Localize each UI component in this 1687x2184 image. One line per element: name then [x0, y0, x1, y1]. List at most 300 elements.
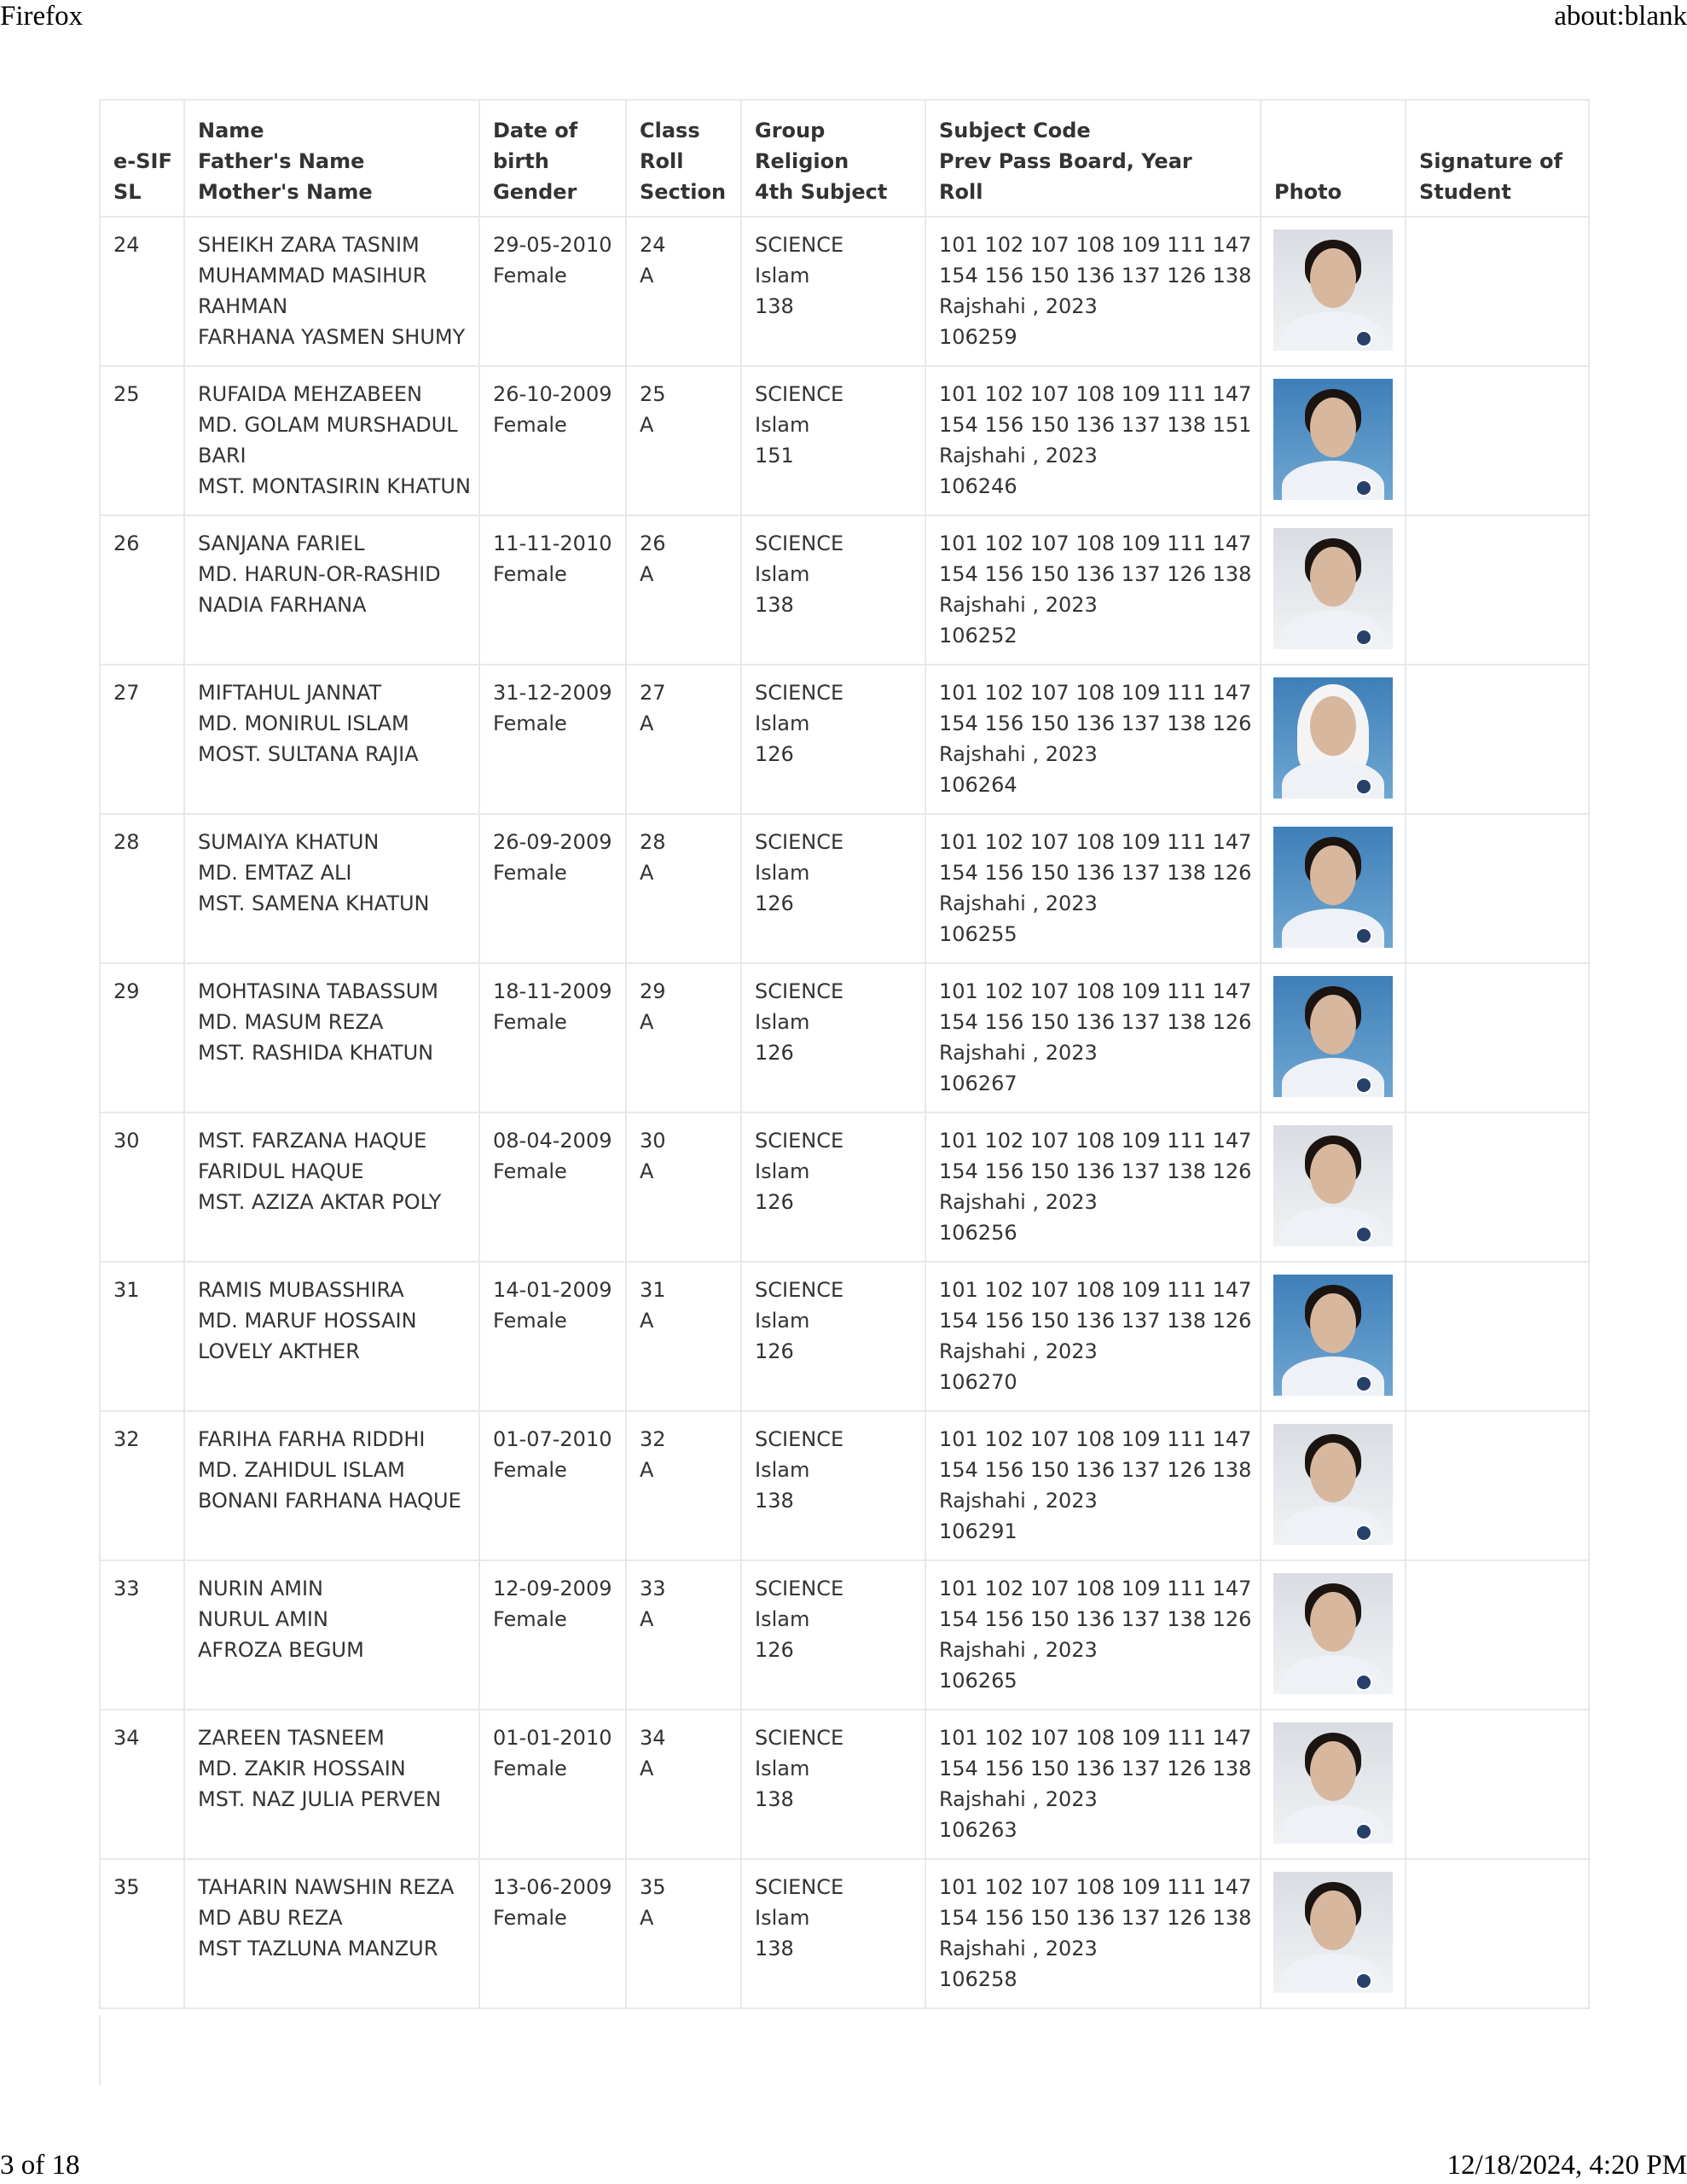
name-cell [184, 366, 479, 515]
dob-gender-cell-line: Female [493, 1607, 567, 1631]
group-religion-cell-line: SCIENCE [755, 233, 844, 257]
subject-code-cell-line: 101 102 107 108 109 111 147 [939, 1875, 1252, 1899]
table-continuation-border [99, 2015, 101, 2085]
photo-cell [1261, 1112, 1406, 1262]
class-roll-cell-line: A [640, 1010, 654, 1034]
student-photo [1273, 827, 1393, 948]
name-cell [184, 515, 479, 665]
dob-gender-cell [479, 1411, 626, 1560]
header-signature: Signature of Student [1406, 100, 1589, 217]
table-row [100, 1112, 1589, 1262]
photo-face [1310, 248, 1356, 308]
name-cell [184, 1710, 479, 1859]
subject-code-cell [925, 963, 1261, 1112]
name-cell [184, 963, 479, 1112]
group-religion-cell [741, 665, 925, 814]
subject-code-cell-line: 106246 [939, 474, 1017, 498]
dob-gender-cell-line: 01-07-2010 [493, 1427, 612, 1451]
subject-code-cell-line: 154 156 150 136 137 138 126 [939, 1309, 1252, 1333]
dob-gender-cell [479, 1859, 626, 2008]
signature-cell [1406, 1112, 1589, 1262]
sl-cell [100, 665, 184, 814]
header-group: Group Religion 4th Subject [741, 100, 925, 217]
dob-gender-cell-line: Female [493, 1010, 567, 1034]
name-cell [184, 814, 479, 963]
signature-cell [1406, 814, 1589, 963]
class-roll-cell-line: 34 [640, 1726, 666, 1750]
subject-code-cell [925, 366, 1261, 515]
name-cell [184, 1859, 479, 2008]
subject-code-cell-line: 101 102 107 108 109 111 147 [939, 1427, 1252, 1451]
group-religion-cell-line: SCIENCE [755, 830, 844, 854]
photo-badge [1355, 1226, 1372, 1243]
group-religion-cell [741, 814, 925, 963]
signature-cell [1406, 665, 1589, 814]
group-religion-cell-line: 126 [755, 1041, 794, 1065]
group-religion-cell-line: Islam [755, 1159, 810, 1183]
name-cell-line: MD. MASUM REZA [198, 1010, 384, 1034]
student-photo [1273, 1573, 1393, 1694]
group-religion-cell-line: Islam [755, 1309, 810, 1333]
photo-badge [1355, 1375, 1372, 1392]
photo-face [1310, 1891, 1356, 1950]
name-cell-line: FARHANA YASMEN SHUMY [198, 325, 466, 349]
dob-gender-cell-line: 01-01-2010 [493, 1726, 612, 1750]
sl-cell [100, 515, 184, 665]
sl-cell-line: 28 [113, 830, 140, 854]
dob-gender-cell-line: Female [493, 712, 567, 735]
table-row [100, 366, 1589, 515]
dob-gender-cell [479, 1262, 626, 1411]
name-cell [184, 665, 479, 814]
sl-cell-line: 32 [113, 1427, 140, 1451]
group-religion-cell-line: 126 [755, 1339, 794, 1363]
group-religion-cell-line: SCIENCE [755, 1427, 844, 1451]
dob-gender-cell-line: 14-01-2009 [493, 1278, 612, 1302]
group-religion-cell-line: Islam [755, 861, 810, 885]
group-religion-cell-line: 126 [755, 892, 794, 915]
subject-code-cell-line: Rajshahi , 2023 [939, 1638, 1098, 1662]
sl-cell-line: 35 [113, 1875, 140, 1899]
subject-code-cell [925, 1560, 1261, 1710]
name-cell-line: FARIHA FARHA RIDDHI [198, 1427, 426, 1451]
photo-badge [1355, 1823, 1372, 1840]
class-roll-cell-line: A [640, 413, 654, 437]
photo-face [1310, 547, 1356, 607]
subject-code-cell [925, 1112, 1261, 1262]
dob-gender-cell-line: 11-11-2010 [493, 531, 612, 555]
name-cell-line: RAMIS MUBASSHIRA [198, 1278, 404, 1302]
group-religion-cell-line: SCIENCE [755, 1875, 844, 1899]
name-cell-line: AFROZA BEGUM [198, 1638, 364, 1662]
dob-gender-cell-line: 08-04-2009 [493, 1129, 612, 1153]
subject-code-cell-line: Rajshahi , 2023 [939, 444, 1098, 468]
name-cell-line: SHEIKH ZARA TASNIM [198, 233, 420, 257]
student-photo [1273, 379, 1393, 500]
subject-code-cell-line: Rajshahi , 2023 [939, 892, 1098, 915]
sl-cell [100, 366, 184, 515]
student-photo [1273, 1275, 1393, 1396]
photo-cell [1261, 1560, 1406, 1710]
name-cell-line: BONANI FARHANA HAQUE [198, 1489, 461, 1513]
class-roll-cell-line: 25 [640, 382, 666, 406]
name-cell-line: FARIDUL HAQUE [198, 1159, 364, 1183]
name-cell-line: MOHTASINA TABASSUM [198, 979, 439, 1003]
subject-code-cell-line: 154 156 150 136 137 126 138 [939, 1906, 1252, 1930]
table-row [100, 1560, 1589, 1710]
class-roll-cell [626, 1859, 741, 2008]
name-cell [184, 1560, 479, 1710]
photo-cell [1261, 366, 1406, 515]
photo-badge [1355, 1674, 1372, 1691]
class-roll-cell-line: A [640, 1309, 654, 1333]
name-cell-line: NADIA FARHANA [198, 593, 367, 617]
subject-code-cell-line: 106291 [939, 1519, 1017, 1543]
dob-gender-cell [479, 515, 626, 665]
signature-cell [1406, 963, 1589, 1112]
group-religion-cell [741, 1112, 925, 1262]
group-religion-cell-line: Islam [755, 413, 810, 437]
name-cell-line: RUFAIDA MEHZABEEN [198, 382, 422, 406]
name-cell-line: MD. MONIRUL ISLAM [198, 712, 409, 735]
name-cell-line: MOST. SULTANA RAJIA [198, 742, 419, 766]
sl-cell-line: 27 [113, 681, 140, 705]
subject-code-cell [925, 814, 1261, 963]
name-cell-line: MIFTAHUL JANNAT [198, 681, 382, 705]
subject-code-cell-line: 106265 [939, 1669, 1017, 1693]
group-religion-cell-line: Islam [755, 1757, 810, 1780]
subject-code-cell-line: 101 102 107 108 109 111 147 [939, 382, 1252, 406]
photo-badge [1355, 1972, 1372, 1989]
name-cell-line: MST. SAMENA KHATUN [198, 892, 430, 915]
subject-code-cell-line: 154 156 150 136 137 126 138 [939, 562, 1252, 586]
name-cell-line: MUHAMMAD MASIHUR RAHMAN [198, 264, 427, 318]
header-sl: e-SIF SL [100, 100, 184, 217]
class-roll-cell-line: A [640, 1159, 654, 1183]
subject-code-cell-line: 154 156 150 136 137 138 126 [939, 712, 1252, 735]
class-roll-cell [626, 1411, 741, 1560]
subject-code-cell-line: Rajshahi , 2023 [939, 1937, 1098, 1960]
photo-face [1310, 1443, 1356, 1502]
subject-code-cell [925, 515, 1261, 665]
student-photo [1273, 528, 1393, 649]
name-cell-line: TAHARIN NAWSHIN REZA [198, 1875, 455, 1899]
class-roll-cell-line: 26 [640, 531, 666, 555]
dob-gender-cell-line: 26-09-2009 [493, 830, 612, 854]
dob-gender-cell-line: Female [493, 1906, 567, 1930]
subject-code-cell-line: 154 156 150 136 137 126 138 [939, 1757, 1252, 1780]
name-cell-line: MD. GOLAM MURSHADUL BARI [198, 413, 458, 468]
class-roll-cell [626, 366, 741, 515]
subject-code-cell-line: 106263 [939, 1818, 1017, 1842]
class-roll-cell-line: 28 [640, 830, 666, 854]
subject-code-cell-line: 101 102 107 108 109 111 147 [939, 1726, 1252, 1750]
student-photo [1273, 229, 1393, 351]
photo-badge [1355, 1525, 1372, 1542]
class-roll-cell-line: 33 [640, 1577, 666, 1600]
table-row [100, 1411, 1589, 1560]
name-cell-line: ZAREEN TASNEEM [198, 1726, 385, 1750]
dob-gender-cell [479, 963, 626, 1112]
table-row [100, 1710, 1589, 1859]
group-religion-cell-line: SCIENCE [755, 1278, 844, 1302]
group-religion-cell-line: SCIENCE [755, 382, 844, 406]
name-cell-line: MD. MARUF HOSSAIN [198, 1309, 417, 1333]
subject-code-cell-line: Rajshahi , 2023 [939, 294, 1098, 318]
table-row [100, 515, 1589, 665]
subject-code-cell [925, 1859, 1261, 2008]
name-cell [184, 1112, 479, 1262]
subject-code-cell-line: 101 102 107 108 109 111 147 [939, 681, 1252, 705]
name-cell-line: MD. HARUN-OR-RASHID [198, 562, 441, 586]
table-body [100, 217, 1589, 2008]
class-roll-cell-line: 35 [640, 1875, 666, 1899]
dob-gender-cell-line: 31-12-2009 [493, 681, 612, 705]
group-religion-cell-line: 126 [755, 1638, 794, 1662]
class-roll-cell [626, 1112, 741, 1262]
group-religion-cell [741, 1411, 925, 1560]
photo-face [1310, 1741, 1356, 1801]
subject-code-cell-line: 154 156 150 136 137 138 126 [939, 1607, 1252, 1631]
group-religion-cell-line: 138 [755, 294, 794, 318]
subject-code-cell-line: Rajshahi , 2023 [939, 1190, 1098, 1214]
sl-cell [100, 1411, 184, 1560]
name-cell-line: MD. ZAHIDUL ISLAM [198, 1458, 405, 1482]
table-row [100, 963, 1589, 1112]
subject-code-cell-line: 101 102 107 108 109 111 147 [939, 830, 1252, 854]
subject-code-cell [925, 1710, 1261, 1859]
header-photo: Photo [1261, 100, 1406, 217]
dob-gender-cell-line: Female [493, 264, 567, 288]
signature-cell [1406, 1710, 1589, 1859]
class-roll-cell-line: 32 [640, 1427, 666, 1451]
group-religion-cell [741, 963, 925, 1112]
group-religion-cell-line: 126 [755, 742, 794, 766]
subject-code-cell-line: 154 156 150 136 137 138 151 [939, 413, 1252, 437]
student-roster-table [99, 99, 1590, 2009]
dob-gender-cell [479, 217, 626, 366]
photo-face [1310, 398, 1356, 457]
group-religion-cell-line: SCIENCE [755, 979, 844, 1003]
dob-gender-cell-line: Female [493, 1309, 567, 1333]
print-timestamp: 12/18/2024, 4:20 PM [1446, 2150, 1687, 2181]
class-roll-cell [626, 515, 741, 665]
dob-gender-cell [479, 814, 626, 963]
group-religion-cell [741, 1859, 925, 2008]
photo-face [1310, 1293, 1356, 1353]
photo-cell [1261, 963, 1406, 1112]
subject-code-cell-line: 106256 [939, 1221, 1017, 1245]
subject-code-cell-line: 106259 [939, 325, 1017, 349]
name-cell-line: SUMAIYA KHATUN [198, 830, 380, 854]
dob-gender-cell-line: Female [493, 861, 567, 885]
header-subject: Subject Code Prev Pass Board, Year Roll [925, 100, 1261, 217]
dob-gender-cell [479, 665, 626, 814]
class-roll-cell-line: A [640, 1906, 654, 1930]
dob-gender-cell-line: 18-11-2009 [493, 979, 612, 1003]
subject-code-cell-line: Rajshahi , 2023 [939, 1489, 1098, 1513]
sl-cell [100, 963, 184, 1112]
class-roll-cell-line: A [640, 861, 654, 885]
class-roll-cell [626, 814, 741, 963]
class-roll-cell-line: A [640, 1458, 654, 1482]
dob-gender-cell-line: 26-10-2009 [493, 382, 612, 406]
sl-cell-line: 30 [113, 1129, 140, 1153]
group-religion-cell-line: 126 [755, 1190, 794, 1214]
sl-cell-line: 34 [113, 1726, 140, 1750]
sl-cell [100, 1710, 184, 1859]
class-roll-cell-line: A [640, 1607, 654, 1631]
class-roll-cell [626, 217, 741, 366]
dob-gender-cell-line: Female [493, 1458, 567, 1482]
page-address: about:blank [1554, 1, 1687, 32]
subject-code-cell [925, 1262, 1261, 1411]
subject-code-cell-line: Rajshahi , 2023 [939, 1339, 1098, 1363]
dob-gender-cell-line: 13-06-2009 [493, 1875, 612, 1899]
subject-code-cell-line: 106258 [939, 1967, 1017, 1991]
subject-code-cell-line: 106255 [939, 922, 1017, 946]
class-roll-cell-line: 27 [640, 681, 666, 705]
group-religion-cell [741, 1262, 925, 1411]
photo-cell [1261, 1710, 1406, 1859]
dob-gender-cell-line: 12-09-2009 [493, 1577, 612, 1600]
group-religion-cell-line: SCIENCE [755, 1726, 844, 1750]
name-cell-line: MD. EMTAZ ALI [198, 861, 352, 885]
class-roll-cell-line: A [640, 712, 654, 735]
signature-cell [1406, 366, 1589, 515]
class-roll-cell-line: 30 [640, 1129, 666, 1153]
dob-gender-cell-line: Female [493, 1159, 567, 1183]
subject-code-cell-line: Rajshahi , 2023 [939, 1787, 1098, 1811]
subject-code-cell-line: 101 102 107 108 109 111 147 [939, 1278, 1252, 1302]
subject-code-cell-line: 106270 [939, 1370, 1017, 1394]
group-religion-cell-line: Islam [755, 1458, 810, 1482]
subject-code-cell-line: Rajshahi , 2023 [939, 1041, 1098, 1065]
group-religion-cell [741, 1710, 925, 1859]
photo-badge [1355, 330, 1372, 347]
class-roll-cell [626, 665, 741, 814]
class-roll-cell-line: A [640, 264, 654, 288]
subject-code-cell-line: 106252 [939, 624, 1017, 648]
dob-gender-cell-line: Female [493, 1757, 567, 1780]
subject-code-cell-line: 154 156 150 136 137 126 138 [939, 264, 1252, 288]
sl-cell-line: 33 [113, 1577, 140, 1600]
class-roll-cell-line: 24 [640, 233, 666, 257]
table-row [100, 665, 1589, 814]
subject-code-cell [925, 217, 1261, 366]
class-roll-cell [626, 1560, 741, 1710]
name-cell-line: MST. MONTASIRIN KHATUN [198, 474, 471, 498]
table-row [100, 1262, 1589, 1411]
photo-cell [1261, 1411, 1406, 1560]
subject-code-cell [925, 665, 1261, 814]
group-religion-cell-line: 138 [755, 1787, 794, 1811]
group-religion-cell-line: 151 [755, 444, 794, 468]
dob-gender-cell [479, 366, 626, 515]
student-photo [1273, 1872, 1393, 1993]
group-religion-cell [741, 1560, 925, 1710]
student-photo [1273, 677, 1393, 799]
photo-cell [1261, 217, 1406, 366]
photo-badge [1355, 629, 1372, 646]
table-row [100, 814, 1589, 963]
subject-code-cell-line: 154 156 150 136 137 138 126 [939, 1159, 1252, 1183]
sl-cell [100, 814, 184, 963]
name-cell-line: MD ABU REZA [198, 1906, 343, 1930]
photo-face [1310, 1144, 1356, 1204]
class-roll-cell [626, 963, 741, 1112]
signature-cell [1406, 1560, 1589, 1710]
sl-cell [100, 217, 184, 366]
group-religion-cell [741, 366, 925, 515]
name-cell-line: MST. RASHIDA KHATUN [198, 1041, 434, 1065]
photo-cell [1261, 1262, 1406, 1411]
subject-code-cell-line: 154 156 150 136 137 138 126 [939, 1010, 1252, 1034]
signature-cell [1406, 515, 1589, 665]
sl-cell [100, 1560, 184, 1710]
group-religion-cell-line: Islam [755, 1607, 810, 1631]
photo-cell [1261, 814, 1406, 963]
group-religion-cell-line: SCIENCE [755, 1577, 844, 1600]
name-cell-line: LOVELY AKTHER [198, 1339, 360, 1363]
signature-cell [1406, 1411, 1589, 1560]
subject-code-cell-line: 106267 [939, 1072, 1017, 1095]
subject-code-cell-line: 101 102 107 108 109 111 147 [939, 1577, 1252, 1600]
signature-cell [1406, 1262, 1589, 1411]
subject-code-cell-line: 101 102 107 108 109 111 147 [939, 531, 1252, 555]
student-photo [1273, 1125, 1393, 1246]
name-cell-line: MST. AZIZA AKTAR POLY [198, 1190, 442, 1214]
photo-badge [1355, 778, 1372, 795]
student-photo [1273, 1424, 1393, 1545]
sl-cell-line: 24 [113, 233, 140, 257]
student-photo [1273, 976, 1393, 1097]
subject-code-cell-line: Rajshahi , 2023 [939, 593, 1098, 617]
group-religion-cell-line: 138 [755, 593, 794, 617]
group-religion-cell-line: Islam [755, 712, 810, 735]
name-cell-line: NURIN AMIN [198, 1577, 324, 1600]
name-cell-line: MST. NAZ JULIA PERVEN [198, 1787, 442, 1811]
browser-app-name: Firefox [0, 1, 84, 32]
group-religion-cell-line: SCIENCE [755, 531, 844, 555]
header-name: Name Father's Name Mother's Name [184, 100, 479, 217]
group-religion-cell [741, 217, 925, 366]
sl-cell [100, 1112, 184, 1262]
photo-face [1310, 696, 1356, 756]
sl-cell-line: 29 [113, 979, 140, 1003]
sl-cell-line: 26 [113, 531, 140, 555]
sl-cell-line: 31 [113, 1278, 140, 1302]
group-religion-cell-line: Islam [755, 562, 810, 586]
page-indicator: 3 of 18 [0, 2150, 80, 2181]
name-cell-line: NURUL AMIN [198, 1607, 328, 1631]
class-roll-cell-line: 29 [640, 979, 666, 1003]
photo-badge [1355, 1077, 1372, 1094]
photo-cell [1261, 665, 1406, 814]
group-religion-cell-line: SCIENCE [755, 681, 844, 705]
subject-code-cell-line: 154 156 150 136 137 126 138 [939, 1458, 1252, 1482]
photo-cell [1261, 515, 1406, 665]
name-cell [184, 1262, 479, 1411]
photo-cell [1261, 1859, 1406, 2008]
name-cell-line: MST TAZLUNA MANZUR [198, 1937, 438, 1960]
dob-gender-cell-line: Female [493, 413, 567, 437]
dob-gender-cell [479, 1560, 626, 1710]
photo-face [1310, 845, 1356, 905]
header-dob: Date of birth Gender [479, 100, 626, 217]
table-header [100, 100, 1589, 217]
photo-badge [1355, 479, 1372, 497]
